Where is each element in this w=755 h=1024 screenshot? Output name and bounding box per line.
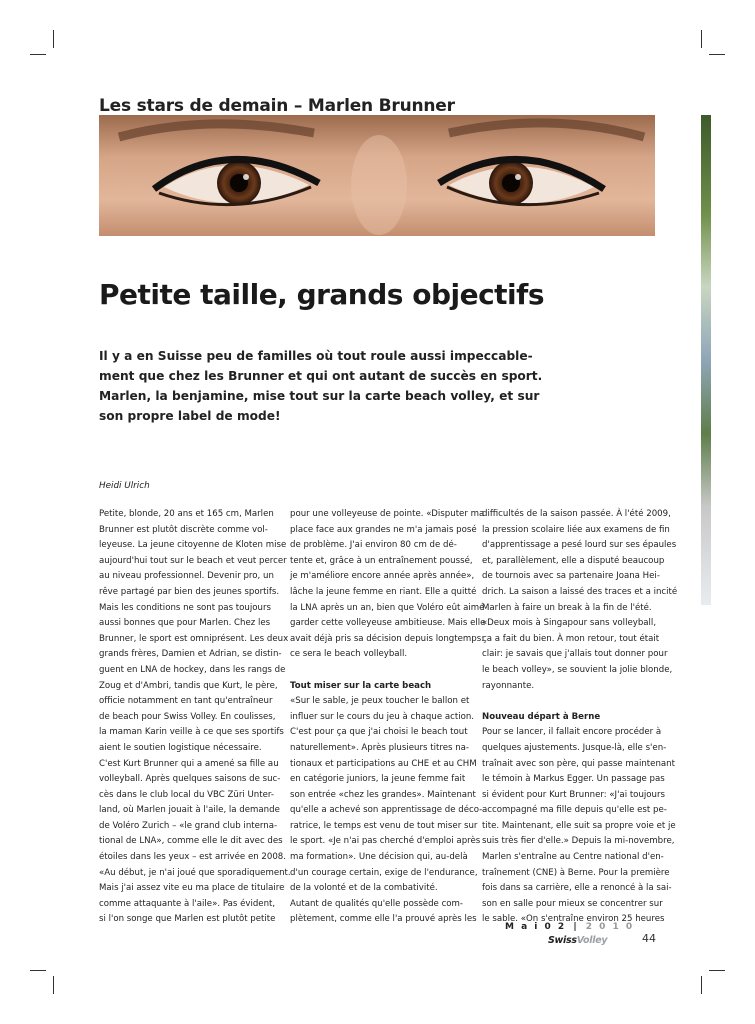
page-number: 44 bbox=[642, 932, 656, 945]
body-line: rêve partagé par bien des jeunes sportifs. bbox=[99, 586, 280, 597]
body-line: son entrée «chez les grandes». Maintenant bbox=[290, 789, 476, 800]
article-lead bbox=[99, 346, 543, 426]
lead-line: son propre label de mode! bbox=[99, 409, 281, 423]
body-line: ma formation». Une décision qui, au-delà bbox=[290, 852, 468, 863]
body-line: de problème. J'ai environ 80 cm de dé- bbox=[290, 540, 457, 551]
body-line: de Voléro Zurich – «le grand club interna- bbox=[99, 820, 278, 831]
body-line: tionaux et participations au CHE et au CHM bbox=[290, 758, 477, 769]
body-line: aient le soutien logistique nécessaire. bbox=[99, 742, 262, 753]
crop-mark bbox=[30, 970, 46, 971]
body-line: grands frères, Damien et Adrian, se distin- bbox=[99, 649, 282, 660]
body-line: la LNA après un an, bien que Voléro eût aimé bbox=[290, 602, 485, 613]
body-line: le sable. «On s'entraîne environ 25 heures bbox=[482, 914, 665, 925]
swissvolley-logo bbox=[548, 935, 607, 946]
subheading: Tout miser sur la carte beach bbox=[290, 680, 432, 691]
body-line: accompagné ma fille depuis qu'elle est pe- bbox=[482, 805, 667, 816]
body-line: plètement, comme elle l'a prouvé après les bbox=[290, 914, 477, 925]
body-line: quelques ajustements. Jusque-là, elle s'en- bbox=[482, 742, 667, 753]
body-line: qu'elle a achevé son apprentissage de déco- bbox=[290, 805, 483, 816]
subheading: Nouveau départ à Berne bbox=[482, 711, 601, 722]
body-line: volleyball. Après quelques saisons de suc- bbox=[99, 774, 281, 785]
body-line: drich. La saison a laissé des traces et a incité bbox=[482, 586, 678, 597]
issue-year: 2 0 1 0 bbox=[585, 922, 635, 932]
body-line: ça a fait du bien. À mon retour, tout était bbox=[482, 633, 660, 644]
body-line: aussi bonnes que pour Marlen. Chez les bbox=[99, 618, 271, 629]
body-line: Mais j'ai assez vite eu ma place de titulaire bbox=[99, 883, 285, 894]
paragraph-gap bbox=[482, 694, 654, 710]
body-line: la maman Karin veille à ce que ses sportifs bbox=[99, 727, 284, 738]
body-line: le beach volley», se souvient la jolie blonde, bbox=[482, 664, 673, 675]
header-photo-eyes bbox=[99, 115, 655, 236]
crop-mark bbox=[709, 54, 725, 55]
body-line: Zoug et d'Ambri, tandis que Kurt, le père, bbox=[99, 680, 278, 691]
crop-mark bbox=[709, 970, 725, 971]
text-column-1 bbox=[99, 507, 291, 928]
body-line: rayonnante. bbox=[482, 680, 535, 691]
lead-line: ment que chez les Brunner et qui ont autant de succès en sport. bbox=[99, 369, 543, 383]
body-line: le témoin à Markus Egger. Un passage pas bbox=[482, 774, 665, 785]
lead-line: Marlen, la benjamine, mise tout sur la carte beach volley, et sur bbox=[99, 389, 540, 403]
body-line: de tournois avec sa partenaire Joana Hei- bbox=[482, 571, 660, 582]
body-line: en catégorie juniors, la jeune femme fait bbox=[290, 774, 466, 785]
body-line: et, parallèlement, elle a disputé beaucoup bbox=[482, 555, 665, 566]
body-line: difficultés de la saison passée. À l'été 2009, bbox=[482, 509, 671, 519]
body-line: fois dans sa carrière, elle a renoncé à la sai- bbox=[482, 883, 672, 894]
text-column-2 bbox=[290, 507, 486, 928]
body-line: de la volonté et de la combativité. bbox=[290, 883, 438, 894]
body-line: Marlen s'entraîne au Centre national d'en- bbox=[482, 852, 664, 863]
body-line: Petite, blonde, 20 ans et 165 cm, Marlen bbox=[99, 509, 274, 519]
crop-mark bbox=[53, 976, 54, 994]
body-line: tite. Maintenant, elle suit sa propre voie et je bbox=[482, 820, 676, 831]
body-line: place face aux grandes ne m'a jamais posé bbox=[290, 524, 477, 535]
lead-line: Il y a en Suisse peu de familles où tout roule aussi impeccable- bbox=[99, 349, 533, 363]
body-line: naturellement». Après plusieurs titres na- bbox=[290, 742, 470, 753]
body-line: «Deux mois à Singapour sans volleyball, bbox=[482, 618, 657, 629]
body-line: étoiles dans les yeux – est arrivée en 2008. bbox=[99, 852, 287, 863]
body-line: avait déjà pris sa décision depuis longtemps: bbox=[290, 633, 485, 644]
brand-part-2: Volley bbox=[576, 935, 608, 946]
body-line: land, où Marlen jouait à l'aile, la demande bbox=[99, 805, 280, 816]
body-line: traînait avec son père, qui passe maintenant bbox=[482, 758, 675, 769]
body-line: officie notamment en tant qu'entraîneur bbox=[99, 696, 273, 707]
body-line: son en salle pour mieux se concentrer sur bbox=[482, 898, 663, 909]
author-byline: Heidi Ulrich bbox=[99, 481, 150, 491]
paragraph-gap bbox=[290, 663, 462, 679]
issue-info bbox=[505, 922, 634, 932]
body-line: leyeuse. La jeune citoyenne de Kloten mise bbox=[99, 540, 287, 551]
body-line: Autant de qualités qu'elle possède com- bbox=[290, 898, 464, 909]
body-line: «Sur le sable, je peux toucher le ballon et bbox=[290, 696, 470, 707]
body-line: d'apprentissage a pesé lourd sur ses épaules bbox=[482, 540, 677, 551]
body-line: C'est pour ça que j'ai choisi le beach tout bbox=[290, 727, 468, 738]
body-line: tional de LNA», comme elle le dit avec des bbox=[99, 836, 283, 847]
body-line: Brunner, le sport est omniprésent. Les deux bbox=[99, 633, 289, 644]
body-line: si l'on songe que Marlen est plutôt petite bbox=[99, 914, 276, 925]
body-line: clair: je savais que j'allais tout donner pour bbox=[482, 649, 668, 660]
body-line: influer sur le cours du jeu à chaque action. bbox=[290, 711, 475, 722]
issue-month: M a i 0 2 bbox=[505, 922, 567, 932]
body-line: lâche la jeune femme en riant. Elle a quitté bbox=[290, 586, 477, 597]
article-title: Petite taille, grands objectifs bbox=[99, 278, 544, 311]
bleed-photo-strip bbox=[701, 115, 711, 605]
body-line: suis très fier d'elle.» Depuis la mi-novembre, bbox=[482, 836, 675, 847]
body-line: comme attaquante à l'aile». Pas évident, bbox=[99, 898, 276, 909]
body-line: ce sera le beach volleyball. bbox=[290, 649, 408, 660]
body-line: cès dans le club local du VBC Züri Unter- bbox=[99, 789, 274, 800]
body-line: C'est Kurt Brunner qui a amené sa fille au bbox=[99, 758, 279, 769]
body-line: guent en LNA de hockey, dans les rangs de bbox=[99, 664, 286, 675]
brand-part-1: Swiss bbox=[548, 935, 577, 946]
body-line: «Au début, je n'ai joué que sporadiquement. bbox=[99, 867, 291, 878]
issue-separator: | bbox=[573, 922, 579, 932]
crop-mark bbox=[53, 30, 54, 48]
body-line: pour une volleyeuse de pointe. «Disputer ma bbox=[290, 509, 485, 519]
body-line: Mais les conditions ne sont pas toujours bbox=[99, 602, 271, 613]
crop-mark bbox=[30, 54, 46, 55]
crop-mark bbox=[701, 30, 702, 48]
body-line: tente et, grâce à un entraînement poussé, bbox=[290, 555, 473, 566]
body-line: Marlen à faire un break à la fin de l'été. bbox=[482, 602, 652, 613]
body-line: le sport. «Je n'ai pas cherché d'emploi après bbox=[290, 836, 481, 847]
body-line: la pression scolaire liée aux examens de fin bbox=[482, 524, 670, 535]
body-line: ratrice, le temps est venu de tout miser sur bbox=[290, 820, 478, 831]
body-line: Brunner est plutôt discrète comme vol- bbox=[99, 524, 268, 535]
body-line: traînement (CNE) à Berne. Pour la première bbox=[482, 867, 670, 878]
body-line: d'un courage certain, exige de l'endurance, bbox=[290, 867, 478, 878]
body-line: je m'améliore encore année après année», bbox=[290, 571, 475, 582]
crop-mark bbox=[701, 976, 702, 994]
body-line: au niveau professionnel. Devenir pro, un bbox=[99, 571, 274, 582]
body-line: de beach pour Swiss Volley. En coulisses, bbox=[99, 711, 276, 722]
body-line: aujourd'hui tout sur le beach et veut percer bbox=[99, 555, 287, 566]
body-line: Pour se lancer, il fallait encore procéder à bbox=[482, 727, 662, 738]
body-line: garder cette volleyeuse ambitieuse. Mais elle bbox=[290, 618, 486, 629]
text-column-3 bbox=[482, 507, 678, 928]
section-kicker: Les stars de demain – Marlen Brunner bbox=[99, 96, 455, 116]
body-line: si évident pour Kurt Brunner: «J'ai toujours bbox=[482, 789, 665, 800]
